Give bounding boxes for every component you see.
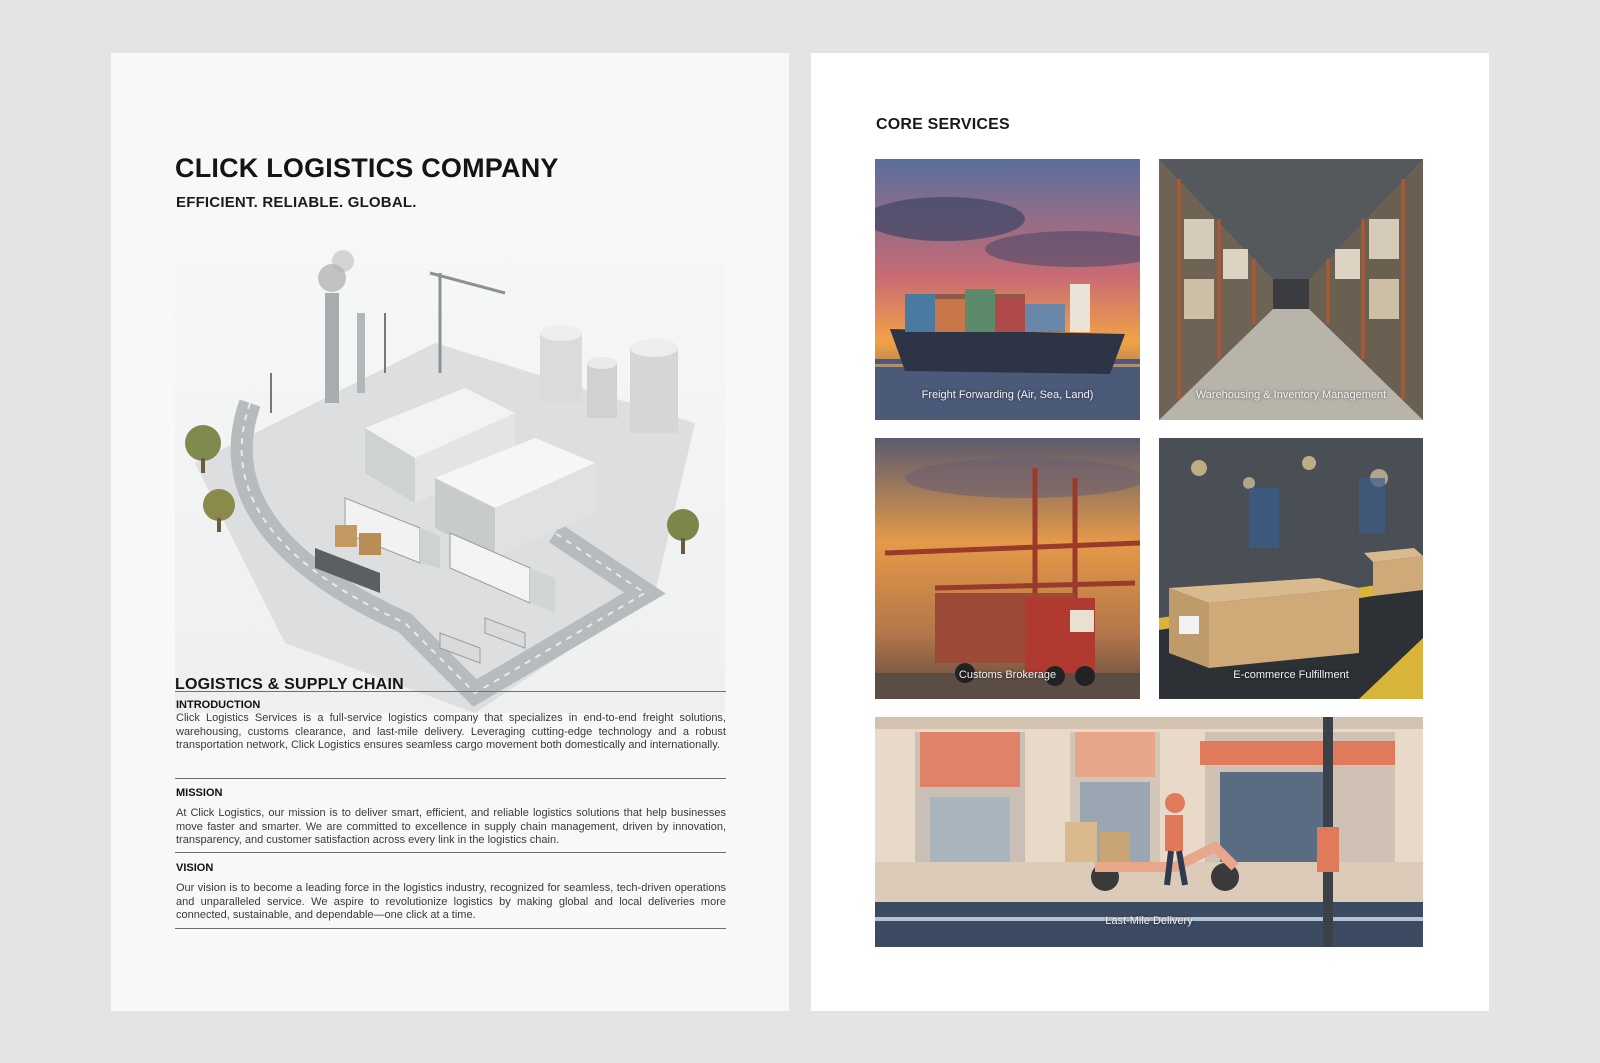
divider [175,691,726,692]
section-heading: LOGISTICS & SUPPLY CHAIN [175,676,404,693]
company-tagline: EFFICIENT. RELIABLE. GLOBAL. [176,194,417,211]
boxes-conveyor-image [1159,438,1423,699]
service-tile-warehousing [1159,159,1423,420]
introduction-heading: INTRODUCTION [176,699,261,711]
service-tile-last-mile [875,717,1423,947]
vision-text: Our vision is to become a leading force in the logistics industry, recognized for seamless, tech-driven operations and unparalleled service. We aspire to revolutionize logistics by making global and local deliveries more connected, sustainable, and dependable—one click at a time. [176,882,726,922]
container-ship-image [875,159,1140,420]
divider [175,928,726,929]
brochure-page-right [811,53,1489,1011]
service-tile-ecommerce [1159,438,1423,699]
warehouse-aisle-image [1159,159,1423,420]
service-tile-customs [875,438,1140,699]
core-services-title: CORE SERVICES [876,116,1010,133]
brochure-page-left [111,53,789,1011]
courier-scooter-image [875,717,1423,947]
introduction-text: Click Logistics Services is a full-service logistics company that specializes in end-to-end freight solutions, warehousing, customs clearance, and last-mile delivery. Leveraging cutting-edge technology and a robust transportation network, Click Logistics ensures seamless cargo movement both domestically and internationally. [176,712,726,752]
company-title: CLICK LOGISTICS COMPANY [175,153,559,183]
mission-text: At Click Logistics, our mission is to deliver smart, efficient, and reliable logistics solutions that help businesses move faster and smarter. We are committed to excellence in supply chain management, driven by innovation, transparency, and customer satisfaction across every link in the logistics chain. [176,807,726,847]
hero-logistics-illustration [175,173,725,713]
vision-heading: VISION [176,862,214,874]
service-caption: Last-Mile Delivery [1105,915,1193,927]
divider [175,852,726,853]
service-caption: Customs Brokerage [958,669,1057,681]
port-crane-truck-image [875,438,1140,699]
mission-heading: MISSION [176,787,223,799]
divider [175,778,726,779]
service-tile-freight [875,159,1140,420]
service-caption: Freight Forwarding (Air, Sea, Land) [921,389,1094,401]
service-caption: Warehousing & Inventory Management [1195,389,1387,401]
service-caption: E-commerce Fulfillment [1233,669,1349,681]
